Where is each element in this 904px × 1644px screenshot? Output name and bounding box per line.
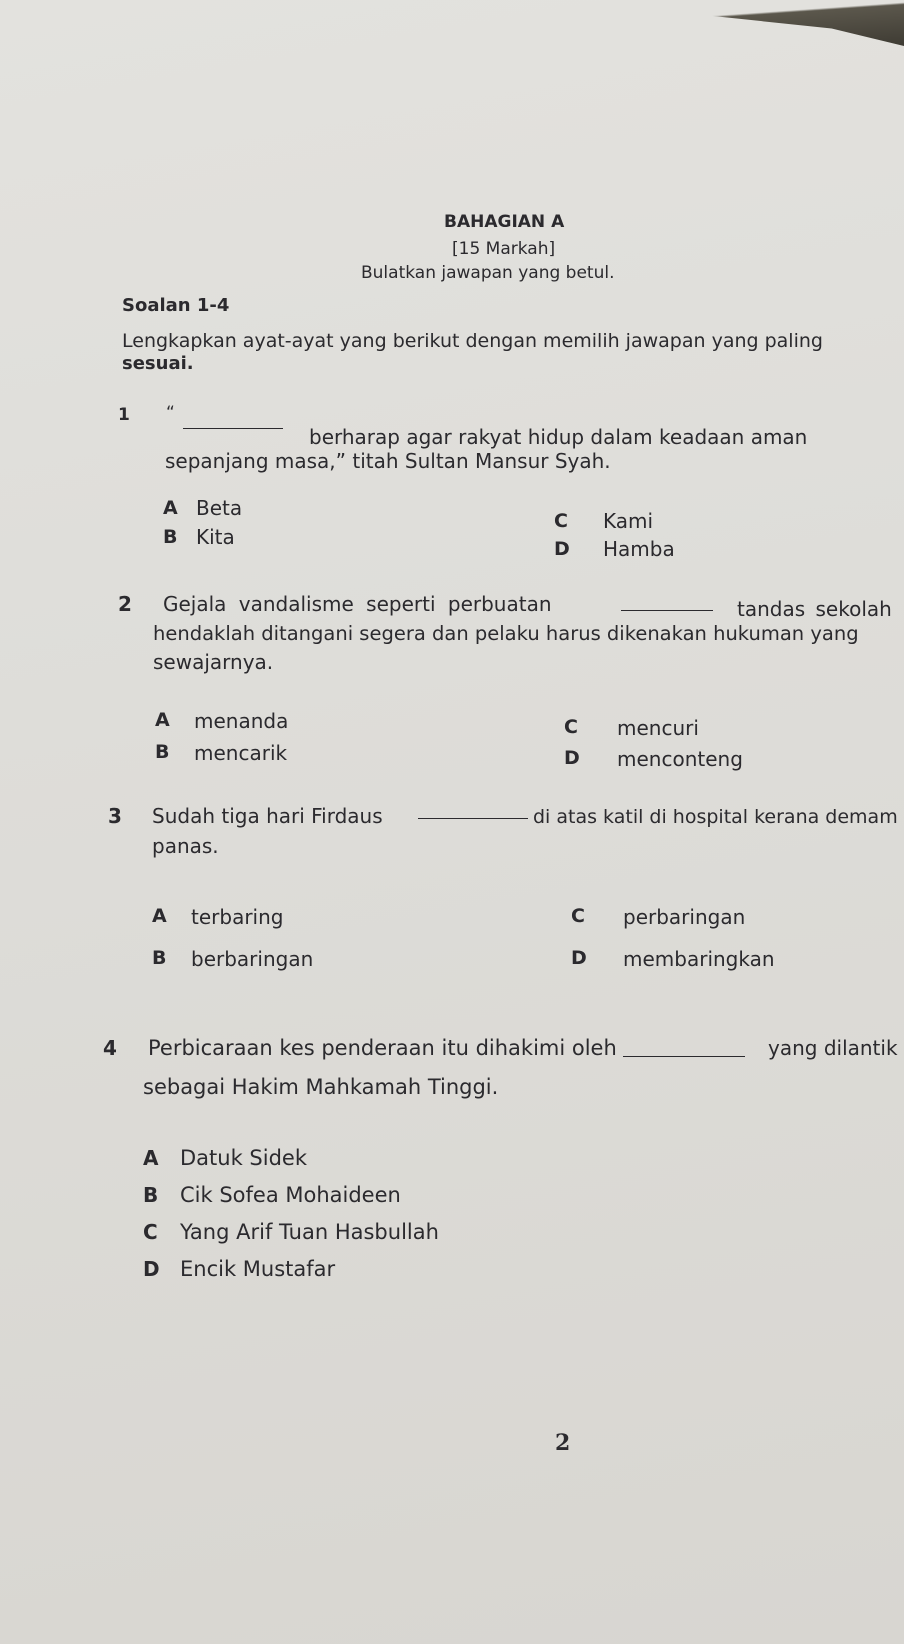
instruction-line-2: sesuai. bbox=[122, 353, 194, 374]
q2-option-a-letter[interactable]: A bbox=[155, 709, 170, 731]
q2-option-d-letter[interactable]: D bbox=[564, 747, 580, 769]
question-1-blank bbox=[183, 410, 283, 434]
q1-option-c-letter[interactable]: C bbox=[554, 510, 568, 532]
q1-option-d-letter[interactable]: D bbox=[554, 538, 570, 560]
q2-option-c-text[interactable]: mencuri bbox=[617, 716, 699, 740]
q4-option-c-letter[interactable]: C bbox=[143, 1220, 158, 1244]
q3-option-a-letter[interactable]: A bbox=[152, 905, 167, 927]
question-2-line-1-suffix: tandas sekolah bbox=[737, 597, 892, 621]
q1-option-c-text[interactable]: Kami bbox=[603, 509, 654, 533]
marks-label: [15 Markah] bbox=[452, 239, 556, 259]
q2-option-b-letter[interactable]: B bbox=[155, 741, 170, 763]
q1-option-b-letter[interactable]: B bbox=[163, 526, 178, 548]
question-4-line-1-prefix: Perbicaraan kes penderaan itu dihakimi oleh bbox=[148, 1036, 617, 1060]
q4-option-b-letter[interactable]: B bbox=[143, 1183, 159, 1207]
question-2-number: 2 bbox=[118, 592, 132, 616]
q3-option-b-letter[interactable]: B bbox=[152, 947, 167, 969]
q3-option-d-letter[interactable]: D bbox=[571, 947, 587, 969]
question-2-blank bbox=[621, 592, 713, 616]
question-2-line-1-prefix: Gejala vandalisme seperti perbuatan bbox=[163, 592, 552, 616]
question-3-line-2: panas. bbox=[152, 834, 219, 858]
question-4-line-2: sebagai Hakim Mahkamah Tinggi. bbox=[143, 1075, 499, 1099]
section-title: BAHAGIAN A bbox=[444, 212, 565, 232]
question-3-line-1-prefix: Sudah tiga hari Firdaus bbox=[152, 804, 383, 828]
instruction-line-1: Lengkapkan ayat-ayat yang berikut dengan memilih jawapan yang paling bbox=[122, 330, 823, 352]
q1-option-b-text[interactable]: Kita bbox=[196, 525, 235, 549]
q2-option-a-text[interactable]: menanda bbox=[194, 709, 289, 733]
question-3-number: 3 bbox=[108, 804, 122, 828]
question-1-line-1: berharap agar rakyat hidup dalam keadaan aman bbox=[309, 425, 808, 449]
section-instruction: Bulatkan jawapan yang betul. bbox=[361, 263, 615, 283]
q4-option-a-text[interactable]: Datuk Sidek bbox=[180, 1146, 307, 1170]
q2-option-b-text[interactable]: mencarik bbox=[194, 741, 288, 765]
question-1-line-2: sepanjang masa,” titah Sultan Mansur Syah. bbox=[165, 449, 611, 473]
question-4-blank bbox=[623, 1038, 745, 1062]
question-4-line-1-suffix: yang dilantik bbox=[768, 1036, 898, 1060]
question-1-number: 1 bbox=[118, 405, 130, 425]
q4-option-d-text[interactable]: Encik Mustafar bbox=[180, 1257, 336, 1281]
page-number: 2 bbox=[555, 1430, 571, 1456]
q4-option-d-letter[interactable]: D bbox=[143, 1257, 160, 1281]
q3-option-a-text[interactable]: terbaring bbox=[191, 905, 284, 929]
q3-option-b-text[interactable]: berbaringan bbox=[191, 947, 314, 971]
q2-option-c-letter[interactable]: C bbox=[564, 716, 578, 738]
q4-option-a-letter[interactable]: A bbox=[143, 1146, 159, 1170]
question-range: Soalan 1-4 bbox=[122, 295, 230, 316]
question-2-line-2: hendaklah ditangani segera dan pelaku harus dikenakan hukuman yang bbox=[153, 622, 859, 645]
q3-option-c-letter[interactable]: C bbox=[571, 905, 585, 927]
question-3-line-1-suffix: di atas katil di hospital kerana demam bbox=[533, 806, 898, 828]
q1-option-a-letter[interactable]: A bbox=[163, 497, 178, 519]
q2-option-d-text[interactable]: menconteng bbox=[617, 747, 743, 771]
question-3-blank bbox=[418, 800, 528, 824]
question-1-quote: “ bbox=[166, 403, 175, 423]
q4-option-b-text[interactable]: Cik Sofea Mohaideen bbox=[180, 1183, 401, 1207]
q3-option-d-text[interactable]: membaringkan bbox=[623, 947, 775, 971]
q3-option-c-text[interactable]: perbaringan bbox=[623, 905, 746, 929]
q4-option-c-text[interactable]: Yang Arif Tuan Hasbullah bbox=[180, 1220, 439, 1244]
q1-option-d-text[interactable]: Hamba bbox=[603, 537, 675, 561]
question-2-line-3: sewajarnya. bbox=[153, 650, 274, 674]
q1-option-a-text[interactable]: Beta bbox=[196, 496, 243, 520]
question-4-number: 4 bbox=[103, 1036, 117, 1060]
